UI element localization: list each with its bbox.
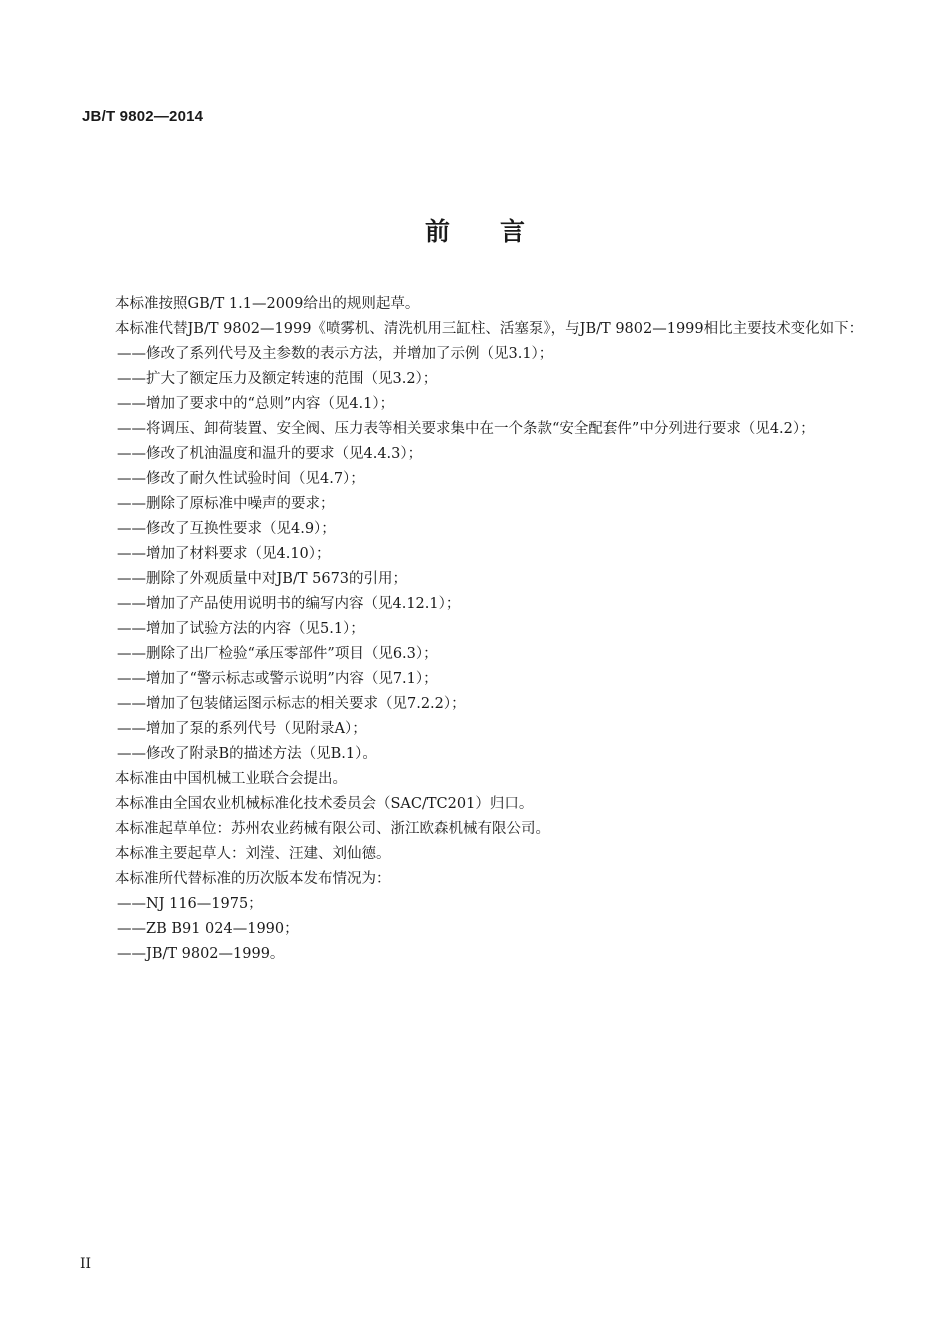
preface-body: [82, 292, 872, 967]
list-item: ——修改了附录B的描述方法（见B.1）。: [117, 746, 377, 762]
page-number: II: [80, 1256, 92, 1272]
list-item: ——删除了原标准中噪声的要求；: [117, 496, 335, 512]
list-item: ——增加了试验方法的内容（见5.1）；: [117, 621, 365, 637]
list-item: ——修改了机油温度和温升的要求（见4.4.3）；: [117, 446, 423, 462]
history-list: [82, 892, 872, 967]
list-item: ——NJ 116—1975；: [117, 896, 263, 912]
intro-paragraph: 本标准按照GB/T 1.1—2009给出的规则起草。: [115, 296, 420, 312]
list-item: ——增加了“警示标志或警示说明”内容（见7.1）；: [117, 671, 438, 687]
document-code: JB/T 9802—2014: [82, 108, 204, 125]
statement-paragraph: 本标准所代替标准的历次版本发布情况为：: [115, 871, 391, 887]
list-item: ——修改了系列代号及主参数的表示方法，并增加了示例（见3.1）；: [117, 346, 554, 362]
list-item: ——增加了泵的系列代号（见附录A）；: [117, 721, 367, 737]
list-item: ——删除了出厂检验“承压零部件”项目（见6.3）；: [117, 646, 438, 662]
list-item: ——JB/T 9802—1999。: [117, 946, 285, 962]
changes-list: [82, 342, 872, 767]
list-item: ——删除了外观质量中对JB/T 5673的引用；: [117, 571, 408, 587]
statement-paragraph: 本标准由全国农业机械标准化技术委员会（SAC/TC201）归口。: [115, 796, 534, 812]
statement-paragraph: 本标准由中国机械工业联合会提出。: [115, 771, 347, 787]
list-item: ——增加了包装储运图示标志的相关要求（见7.2.2）；: [117, 696, 466, 712]
list-item: ——修改了耐久性试验时间（见4.7）；: [117, 471, 365, 487]
list-item: ——增加了产品使用说明书的编写内容（见4.12.1）；: [117, 596, 461, 612]
statement-paragraph: 本标准起草单位：苏州农业药械有限公司、浙江欧森机械有限公司。: [115, 821, 550, 837]
intro-paragraph: 本标准代替JB/T 9802—1999《喷雾机、清洗机用三缸柱、活塞泵》，与JB/T 9802—1999相比主要技术变化如下：: [115, 321, 864, 337]
list-item: ——增加了材料要求（见4.10）；: [117, 546, 331, 562]
list-item: ——修改了互换性要求（见4.9）；: [117, 521, 336, 537]
list-item: ——扩大了额定压力及额定转速的范围（见3.2）；: [117, 371, 438, 387]
list-item: ——将调压、卸荷装置、安全阀、压力表等相关要求集中在一个条款“安全配套件”中分列进行要求（见4.2）；: [117, 421, 815, 437]
list-item: ——增加了要求中的“总则”内容（见4.1）；: [117, 396, 395, 412]
page-title: 前言: [424, 217, 575, 246]
list-item: ——ZB B91 024—1990；: [117, 921, 299, 937]
statement-paragraph: 本标准主要起草人：刘滢、汪建、刘仙德。: [115, 846, 391, 862]
